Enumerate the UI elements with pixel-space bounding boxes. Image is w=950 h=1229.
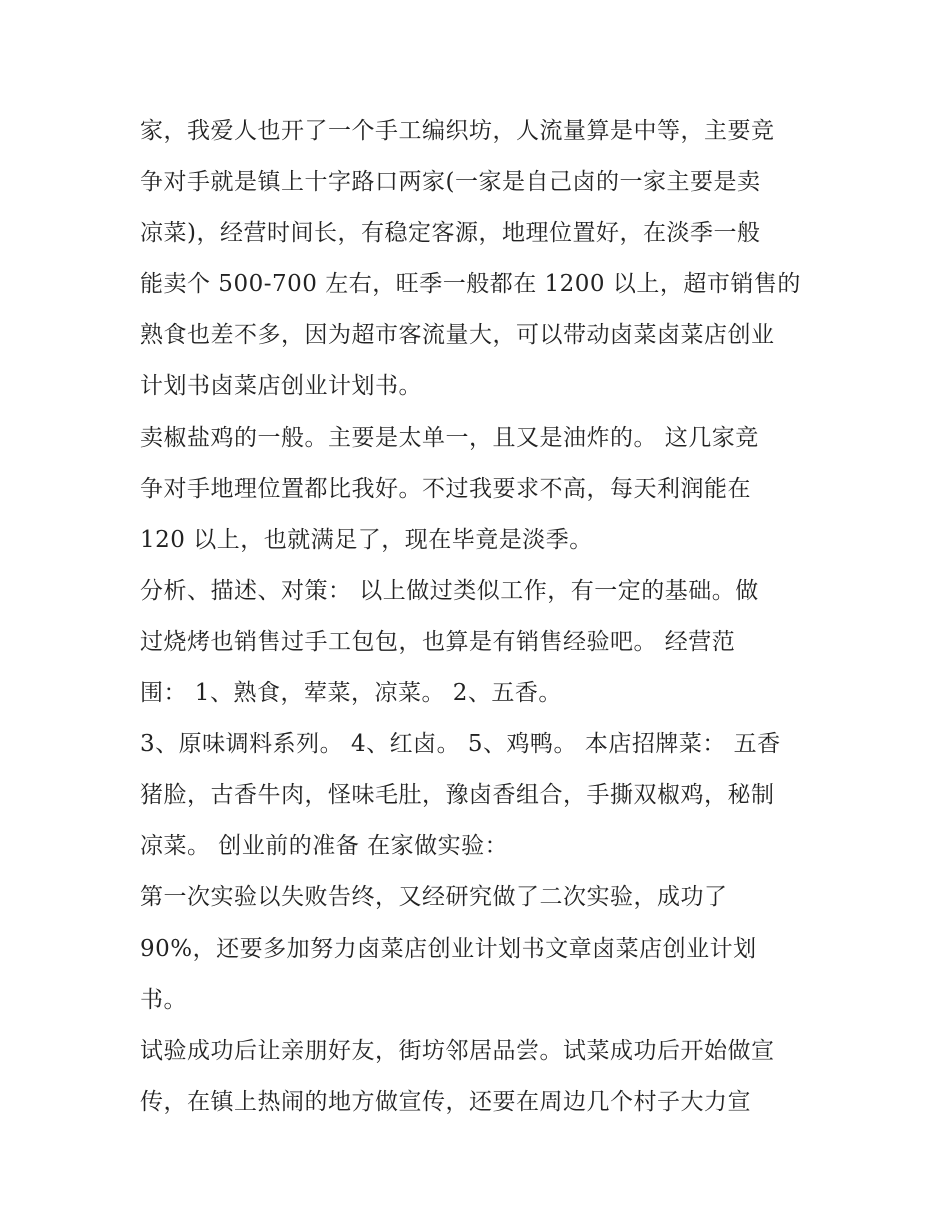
text-line: 家，我爱人也开了一个手工编织坊，人流量算是中等，主要竞 (140, 118, 775, 144)
text-line: 书。 (140, 986, 187, 1013)
text-line: 3、原味调料系列。 4、红卤。 5、鸡鸭。 本店招牌菜： 五香 (140, 731, 781, 758)
text-line: 凉菜。 创业前的准备 在家做实验： (140, 833, 509, 860)
text-line: 第一次实验以失败告终，又经研究做了二次实验，成功了 (140, 884, 728, 911)
text-line: 传，在镇上热闹的地方做宣传，还要在周边几个村子大力宣 (140, 1088, 751, 1115)
text-line: 争对手就是镇上十字路口两家(一家是自己卤的一家主要是卖 (140, 169, 761, 196)
text-line: 围： 1、熟食，荤菜，凉菜。 2、五香。 (140, 680, 562, 707)
text-line: 120 以上，也就满足了，现在毕竟是淡季。 (140, 526, 593, 553)
text-line: 能卖个 500-700 左右，旺季一般都在 1200 以上，超市销售的 (140, 271, 801, 298)
text-line: 凉菜)，经营时间长，有稳定客源，地理位置好，在淡季一般 (140, 220, 761, 247)
text-line: 过烧烤也销售过手工包包，也算是有销售经验吧。 经营范 (140, 628, 736, 655)
text-line: 试验成功后让亲朋好友，街坊邻居品尝。试菜成功后开始做宣 (140, 1037, 775, 1064)
text-line: 90%，还要多加努力卤菜店创业计划书文章卤菜店创业计划 (140, 935, 757, 962)
text-line: 猪脸，古香牛肉，怪味毛肚，豫卤香组合，手撕双椒鸡，秘制 (140, 782, 775, 809)
text-line: 熟食也差不多，因为超市客流量大，可以带动卤菜卤菜店创业 (140, 322, 775, 349)
text-line: 分析、描述、对策： 以上做过类似工作，有一定的基础。做 (140, 577, 759, 604)
text-line: 卖椒盐鸡的一般。主要是太单一，且又是油炸的。 这几家竞 (140, 424, 759, 451)
body-text (140, 106, 840, 1128)
text-line: 计划书卤菜店创业计划书。 (140, 373, 422, 400)
text-line: 争对手地理位置都比我好。不过我要求不高，每天利润能在 (140, 475, 751, 502)
